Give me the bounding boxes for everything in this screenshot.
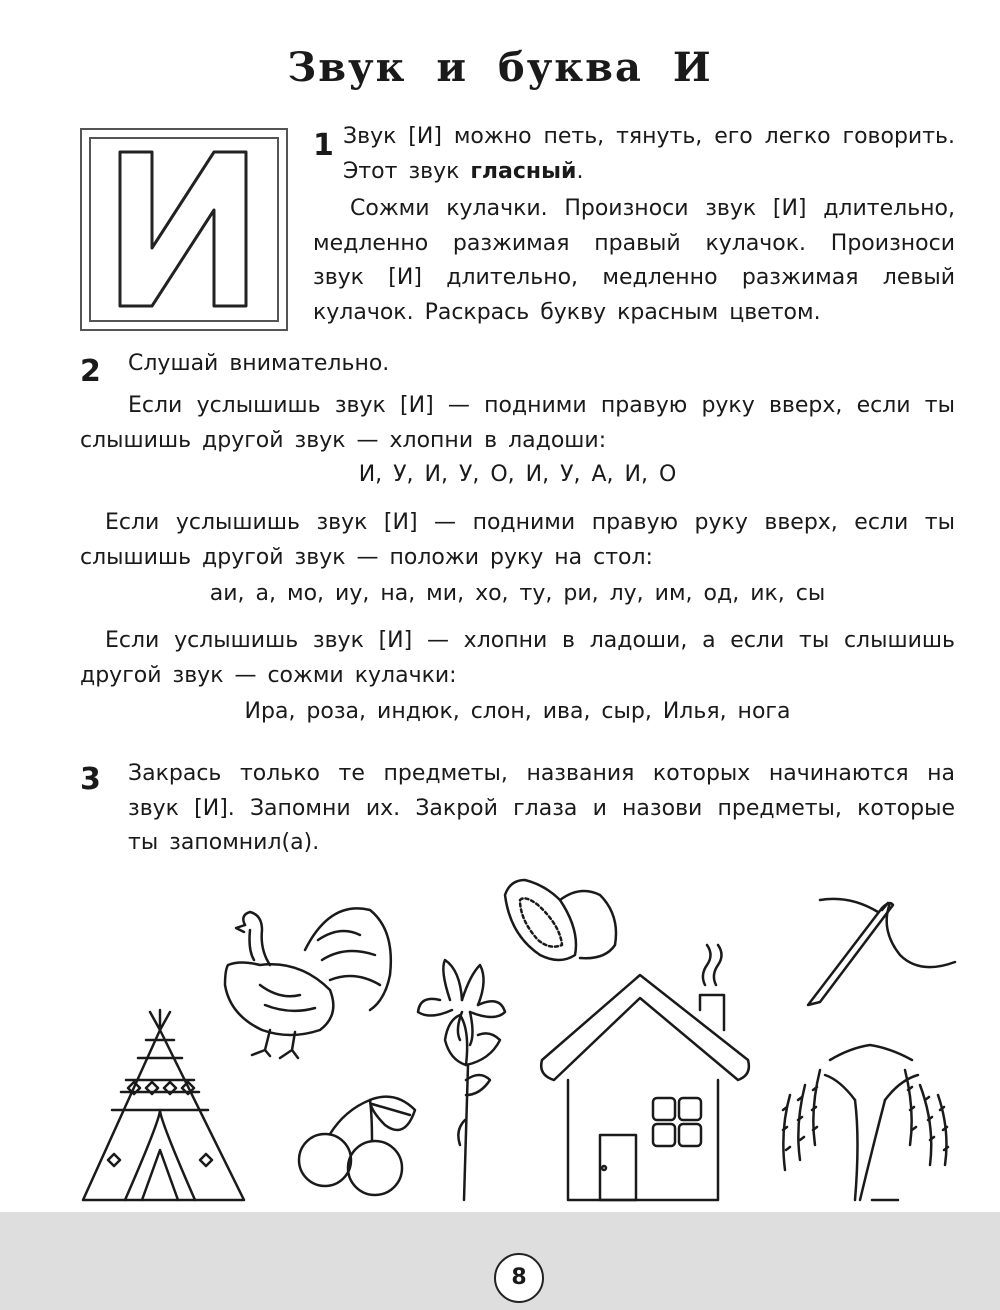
task2-instruction-2: Если услышишь звук [И] — подними правую руку вверх, если ты слышишь другой звук — положи руку на стол: <box>80 510 955 570</box>
task2-sounds-line: И, У, И, У, О, И, У, А, И, О <box>358 462 677 487</box>
task1-bold-word: гласный <box>470 158 577 184</box>
illustrations <box>0 860 1000 1210</box>
task1-text-end: . <box>576 158 584 184</box>
task-number-3: 3 <box>80 762 101 797</box>
willow-picture[interactable] <box>783 1045 948 1200</box>
page-number: 8 <box>494 1253 544 1303</box>
task1-paragraph <box>343 120 955 189</box>
page-title: Звук и буква И <box>287 44 713 91</box>
task-number-1: 1 <box>313 128 334 163</box>
task1-paragraph-2: Сожми кулачки. Произноси звук [И] длительно, медленно разжимая правый кулачок. Произноси звук [И] длительно, медленно разжимая левый кулачок. Раскрась букву красным цветом. <box>313 196 955 325</box>
task-number-2: 2 <box>80 354 101 389</box>
task2-words-line: Ира, роза, индюк, слон, ива, сыр, Илья, нога <box>244 699 791 724</box>
task1-text-start: Звук [И] можно петь, тянуть, его легко говорить. Этот звук <box>343 124 955 184</box>
letter-i-outline[interactable] <box>80 128 288 331</box>
task2-instruction-1: Если услышишь звук [И] — подними правую руку вверх, если ты слышишь другой звук — хлопни в ладоши: <box>80 393 955 453</box>
task2-instruction-3: Если услышишь звук [И] — хлопни в ладоши, а если ты слышишь другой звук — сожми кулачки: <box>80 628 955 688</box>
teepee-picture[interactable] <box>83 1010 244 1200</box>
house-picture[interactable] <box>541 945 749 1200</box>
letter-frame <box>80 128 288 331</box>
needle-picture[interactable] <box>808 899 955 1005</box>
turkey-picture[interactable] <box>225 908 391 1058</box>
task2-syllables-line: аи, а, мо, иу, на, ми, хо, ту, ри, лу, им, од, ик, сы <box>209 581 826 606</box>
iris-picture[interactable] <box>418 960 505 1200</box>
papaya-picture[interactable] <box>505 880 616 960</box>
task3-paragraph: Закрась только те предметы, названия которых начинаются на звук [И]. Запомни их. Закрой глаза и назови предметы, которые ты запомнил(а). <box>128 761 955 855</box>
task2-intro: Слушай внимательно. <box>128 351 390 376</box>
cherries-picture[interactable] <box>299 1097 415 1195</box>
